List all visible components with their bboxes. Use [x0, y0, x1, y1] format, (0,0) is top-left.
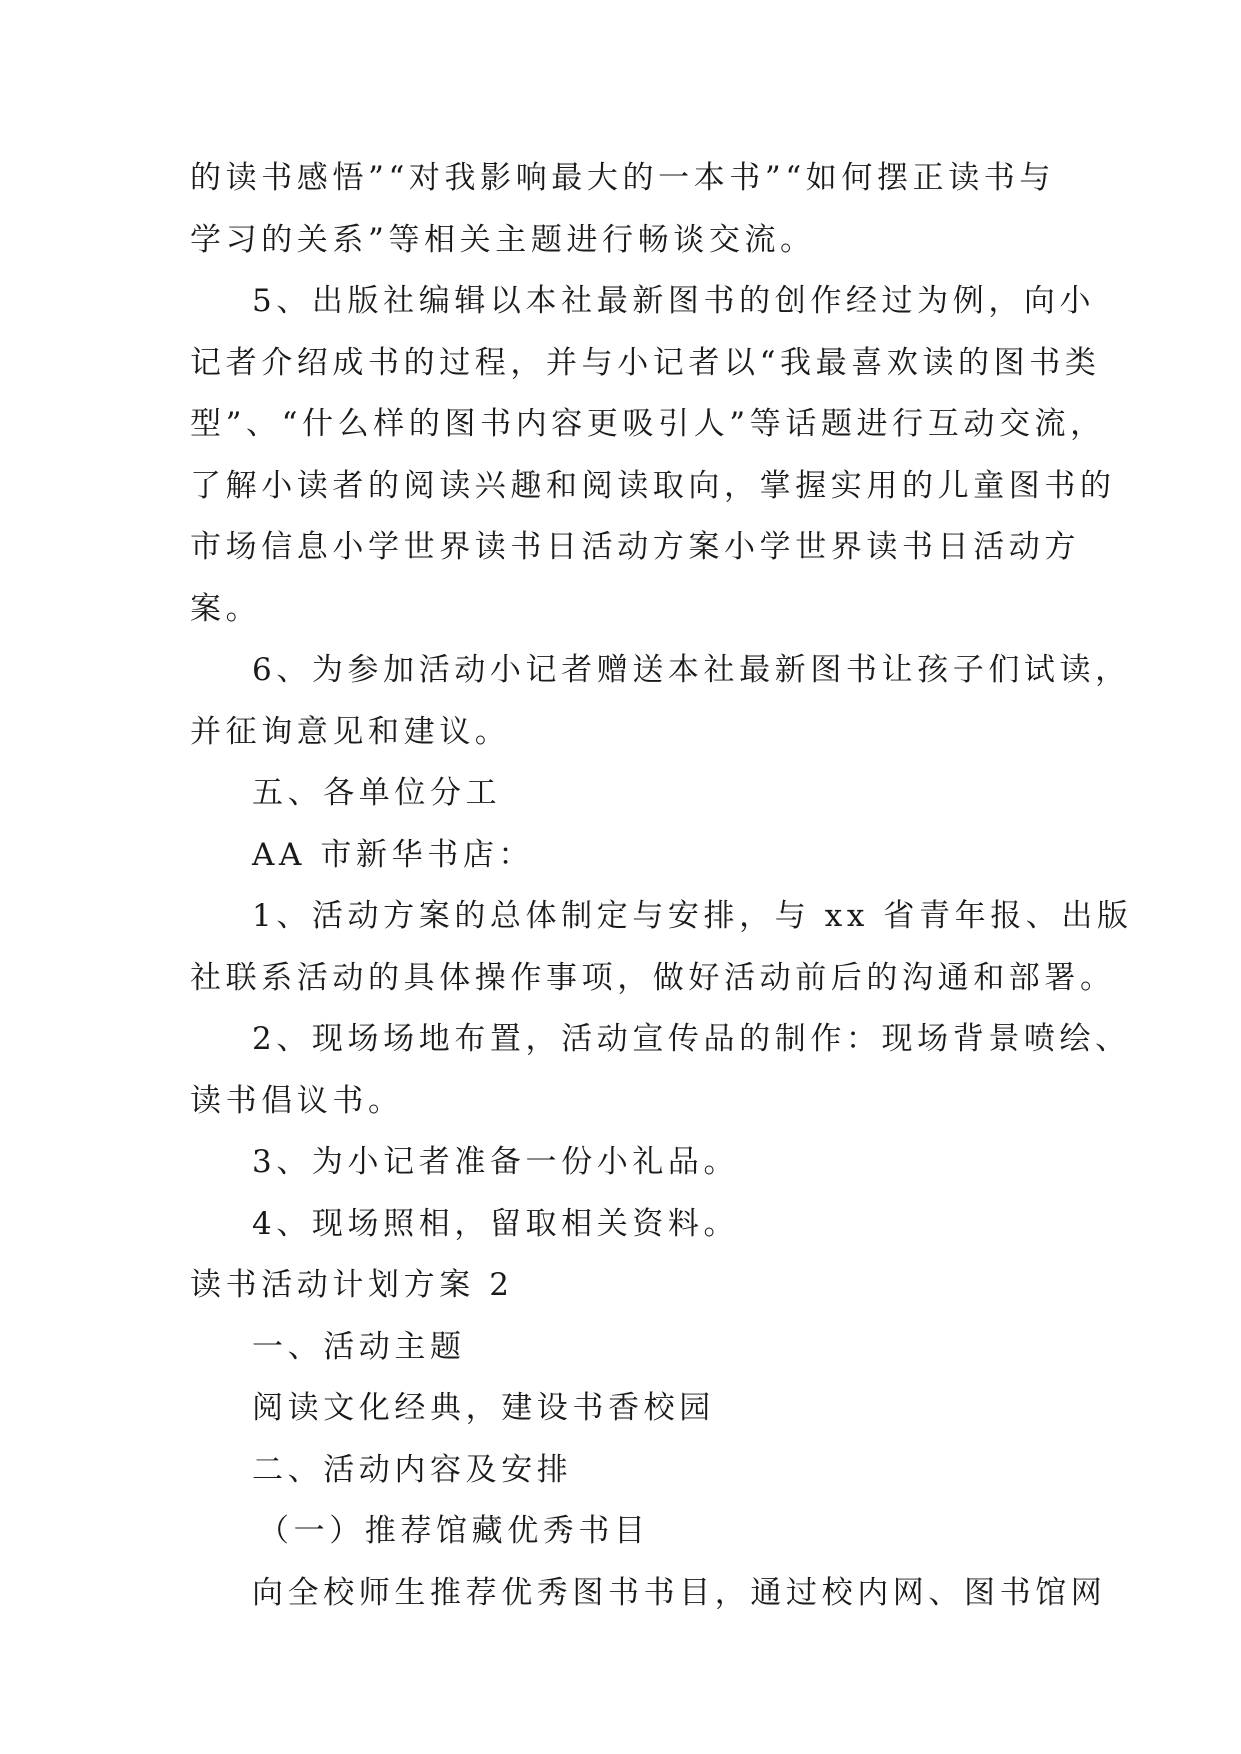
paragraph-line: 记者介绍成书的过程，并与小记者以“我最喜欢读的图书类: [190, 344, 1101, 381]
paragraph-line: 2、现场场地布置，活动宣传品的制作：现场背景喷绘、: [252, 1021, 1131, 1057]
paragraph-line: 社联系活动的具体操作事项，做好活动前后的沟通和部署。: [190, 959, 1116, 996]
section-heading: 二、活动内容及安排: [252, 1451, 573, 1488]
paragraph-line: 型”、“什么样的图书内容更吸引人”等话题进行互动交流，: [190, 406, 1106, 442]
paragraph-line: 读书倡议书。: [190, 1082, 404, 1119]
paragraph-line: 并征询意见和建议。: [190, 713, 511, 750]
paragraph-line: 3、为小记者准备一份小礼品。: [252, 1144, 740, 1180]
paragraph-line: 4、现场照相，留取相关资料。: [252, 1205, 740, 1242]
paragraph-line: 向全校师生推荐优秀图书书目，通过校内网、图书馆网: [252, 1574, 1107, 1611]
paragraph-line: 的读书感悟”“对我影响最大的一本书”“如何摆正读书与: [190, 160, 1055, 196]
section-heading: 一、活动主题: [252, 1328, 466, 1365]
paragraph-line: 案。: [190, 590, 262, 627]
paragraph-line: 6、为参加活动小记者赠送本社最新图书让孩子们试读，: [252, 652, 1131, 688]
paragraph-line: 学习的关系”等相关主题进行畅谈交流。: [190, 221, 816, 258]
paragraph-line: 1、活动方案的总体制定与安排，与 xx 省青年报、出版: [252, 898, 1133, 934]
subsection-heading: （一）推荐馆藏优秀书目: [258, 1513, 650, 1549]
document-title: 读书活动计划方案 2: [190, 1267, 514, 1303]
paragraph-line: 5、出版社编辑以本社最新图书的创作经过为例，向小: [252, 283, 1096, 319]
section-heading: 五、各单位分工: [252, 775, 502, 811]
paragraph-line: 了解小读者的阅读兴趣和阅读取向，掌握实用的儿童图书的: [190, 467, 1116, 504]
paragraph-line: AA 市新华书店：: [252, 836, 535, 873]
paragraph-line: 市场信息小学世界读书日活动方案小学世界读书日活动方: [190, 529, 1080, 565]
paragraph-line: 阅读文化经典，建设书香校园: [252, 1390, 715, 1426]
document-body: [190, 148, 1133, 1624]
